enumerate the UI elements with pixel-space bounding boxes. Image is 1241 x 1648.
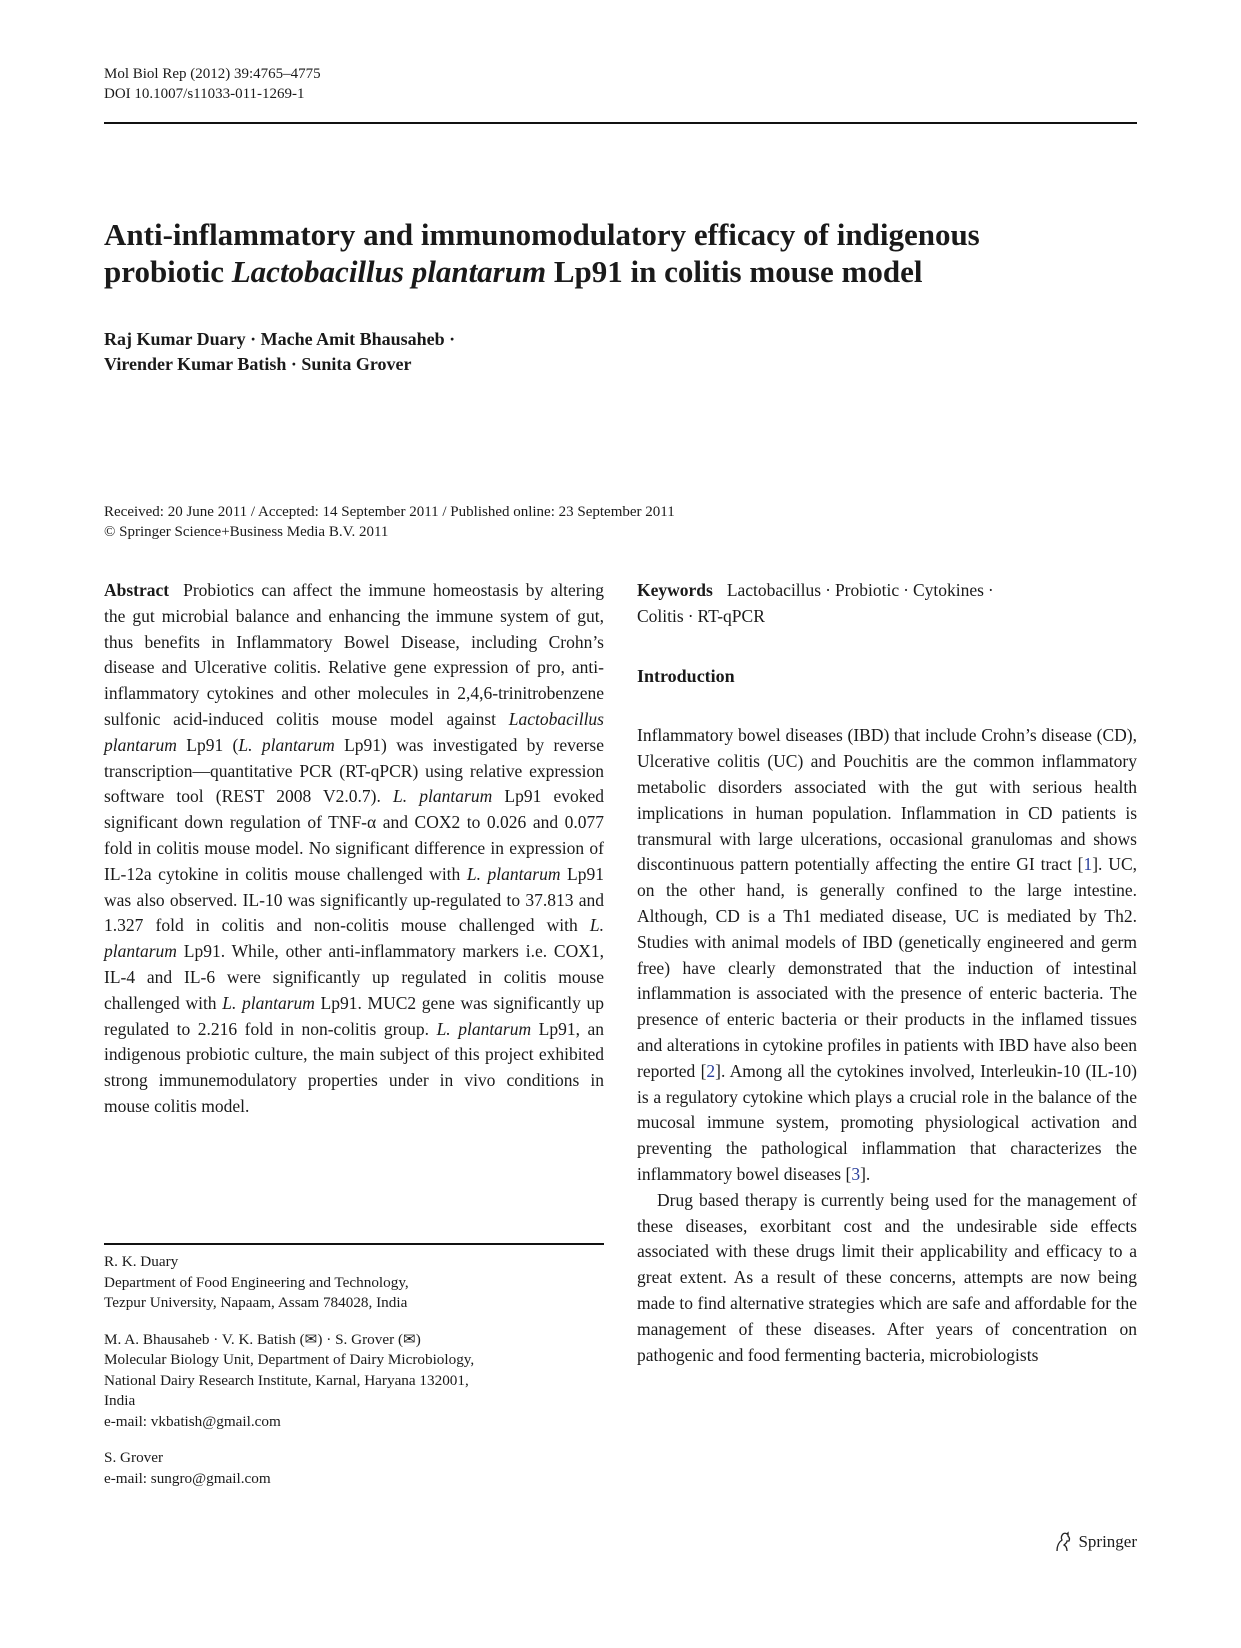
keyword: Cytokines <box>912 580 984 600</box>
affiliation-line: Department of Food Engineering and Technology, <box>104 1273 409 1291</box>
title-species: Lactobacillus plantarum <box>231 254 547 289</box>
abstract-paragraph <box>104 578 604 1120</box>
running-header <box>104 64 321 104</box>
affiliation-line: India <box>104 1392 136 1409</box>
species-name: L. plantarum <box>238 734 335 755</box>
keyword-separator: · <box>987 580 994 600</box>
keyword-separator: · <box>903 580 909 600</box>
keyword-separator: · <box>687 605 694 626</box>
publisher-name: Springer <box>1078 1532 1137 1551</box>
author-list <box>104 327 455 377</box>
keywords-label: Keywords <box>637 580 713 600</box>
abstract-label: Abstract <box>104 580 170 600</box>
abstract-text: Lp91. While, other anti-inflammatory markers i.e. COX1, IL-4 and IL-6 were significantly up regulated in colitis mouse challenged with <box>104 941 604 1013</box>
affiliation-rule <box>104 1243 604 1245</box>
citation-link[interactable]: 2 <box>706 1060 716 1081</box>
affiliation-line: National Dairy Research Institute, Karnal, Haryana 132001, <box>104 1371 469 1389</box>
species-name: L. plantarum <box>104 915 604 962</box>
affiliations <box>104 1252 604 1505</box>
intro-paragraph-1 <box>637 723 1137 1187</box>
journal-citation: Mol Biol Rep (2012) 39:4765–4775 <box>104 66 321 82</box>
header-rule <box>104 122 1137 124</box>
section-heading: Introduction <box>637 665 735 686</box>
authors-line-1: Raj Kumar Duary · Mache Amit Bhausaheb · <box>104 329 456 349</box>
copyright-line: © Springer Science+Business Media B.V. 2011 <box>104 524 389 540</box>
abstract-text: Lp91) was investigated by reverse transcription—quantitative PCR (RT-qPCR) using relative expression software tool (REST 2008 V2.0.7). <box>104 734 605 807</box>
title-text: probiotic <box>104 254 232 289</box>
publisher-footer <box>1053 1531 1137 1553</box>
keyword: Colitis <box>637 605 684 626</box>
keyword-separator: · <box>825 580 831 600</box>
affiliation-author: M. A. Bhausaheb · V. K. Batish (✉) · S. Grover (✉) <box>104 1330 421 1348</box>
citation-link[interactable]: 3 <box>851 1163 861 1184</box>
abstract-text: Lp91 was also observed. IL-10 was significantly up-regulated to 37.813 and 1.327 fold in colitis and non-colitis mouse challenged with <box>104 863 604 936</box>
affiliation-2 <box>104 1330 604 1433</box>
abstract-text: Lp91, an indigenous probiotic culture, the main subject of this project exhibited strong immunemodulatory properties under in vivo conditions in mouse colitis model. <box>104 1018 605 1116</box>
affiliation-email: e-mail: vkbatish@gmail.com <box>104 1412 281 1430</box>
citation-link[interactable]: 1 <box>1083 854 1093 875</box>
species-name: Lactobacillus plantarum <box>104 708 604 755</box>
affiliation-line: Molecular Biology Unit, Department of Dairy Microbiology, <box>104 1351 475 1368</box>
affiliation-line: Tezpur University, Napaam, Assam 784028, India <box>104 1294 408 1311</box>
species-name: L. plantarum <box>436 1018 532 1039</box>
title-line-1: Anti-inflammatory and immunomodulatory efficacy of indigenous <box>104 217 980 252</box>
affiliation-author: S. Grover <box>104 1449 164 1466</box>
springer-horse-icon <box>1053 1531 1073 1553</box>
affiliation-author: R. K. Duary <box>104 1253 179 1270</box>
authors-line-2: Virender Kumar Batish · Sunita Grover <box>104 354 412 374</box>
affiliation-1 <box>104 1252 604 1314</box>
right-column <box>637 578 1137 1368</box>
affiliation-3 <box>104 1448 604 1489</box>
intro-text: ]. <box>860 1163 871 1184</box>
abstract-text: Probiotics can affect the immune homeostasis by altering the gut microbial balance and enhancing the immune system of gut, thus benefits in Inflammatory Bowel Disease, including Crohn’s disease and Ulcerative colitis. Relative gene expression of pro, anti-inflammatory cytokines and other molecules in 2,4,6-trinitrobenzene sulfonic acid-induced colitis mouse model against <box>104 580 604 729</box>
intro-text: Inflammatory bowel diseases (IBD) that include Crohn’s disease (CD), Ulcerative colitis (UC) and Pouchitis are the common inflammatory metabolic disorders associated with the gut with serious health implications in human population. Inflammation in CD patients is transmural with large ulcerations, occasional granulomas and shows discontinuous pattern potentially affecting the entire GI tract [ <box>637 725 1137 875</box>
intro-paragraph-2: Drug based therapy is currently being used for the management of these diseases, exorbitant cost and the undesirable side effects associated with these drugs limit their applicability and efficacy to a great extent. As a result of these concerns, attempts are now being made to find alternative strategies which are safe and affordable for the management of these diseases. After years of concentration on pathogenic and food fermenting bacteria, microbiologists <box>637 1189 1137 1365</box>
abstract-text: Lp91. MUC2 gene was significantly up regulated to 2.216 fold in non-colitis group. <box>104 992 605 1039</box>
keyword: RT-qPCR <box>697 605 765 626</box>
publication-history <box>104 502 1137 542</box>
title-line-2 <box>104 253 1144 290</box>
intro-text: ]. UC, on the other hand, is generally confined to the large intestine. Although, CD is a Th1 mediated disease, UC is mediated by Th2. Studies with animal models of IBD (genetically engineered and germ free) have clearly demonstrated that the induction of intestinal inflammation is associated with the presence of enteric bacteria. The presence of enteric bacteria or their products in the inflamed tissues and alterations in cytokine profiles in patients with IBD have also been reported [ <box>637 854 1137 1081</box>
keyword: Lactobacillus <box>726 580 822 600</box>
species-name: L. plantarum <box>393 786 493 807</box>
affiliation-email: e-mail: sungro@gmail.com <box>104 1469 271 1487</box>
keyword: Probiotic <box>834 580 900 600</box>
doi: DOI 10.1007/s11033-011-1269-1 <box>104 86 305 102</box>
abstract-text: Lp91 evoked significant down regulation of TNF-α and COX2 to 0.026 and 0.077 fold in colitis mouse model. No significant difference in expression of IL-12a cytokine in colitis mouse challenged with <box>104 786 605 884</box>
species-name: L. plantarum <box>466 863 561 884</box>
paper-title <box>104 216 1144 290</box>
abstract-text: Lp91 ( <box>176 734 239 755</box>
dates-line: Received: 20 June 2011 / Accepted: 14 September 2011 / Published online: 23 September 2011 <box>104 504 675 520</box>
keywords <box>637 578 1137 630</box>
abstract <box>104 578 604 1120</box>
intro-text: ]. Among all the cytokines involved, Interleukin-10 (IL-10) is a regulatory cytokine which plays a crucial role in the balance of the mucosal immune system, promoting physiological activation and preventing the pathological inflammation that characterizes the inflammatory bowel diseases [ <box>637 1060 1137 1184</box>
species-name: L. plantarum <box>222 992 315 1013</box>
title-text: Lp91 in colitis mouse model <box>546 254 923 289</box>
